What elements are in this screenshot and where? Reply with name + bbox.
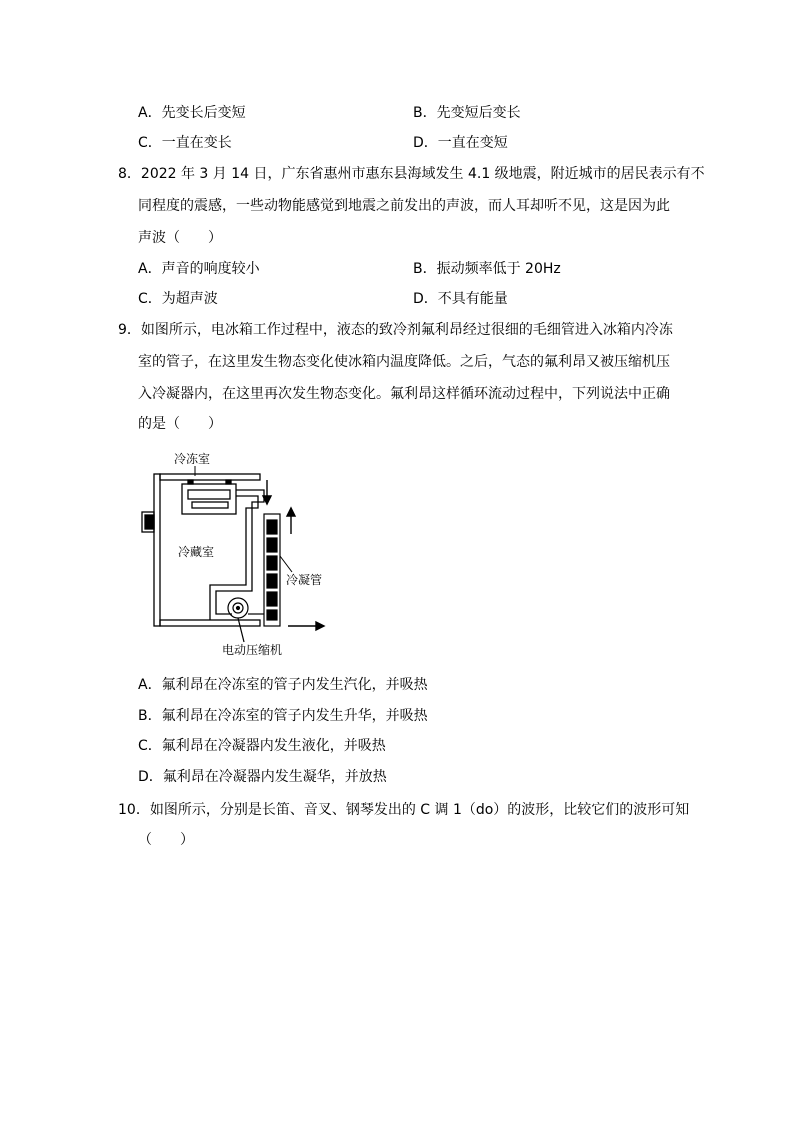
q8-option-c: C．为超声波 <box>138 291 218 307</box>
q9-option-a: A．氟利昂在冷冻室的管子内发生汽化，并吸热 <box>138 677 428 693</box>
freezer-label: 冷冻室 <box>174 452 211 466</box>
q10-stem-line-1: 10．如图所示，分别是长笛、音叉、钢琴发出的 C 调 1（do）的波形，比较它们的波形可知 <box>118 802 690 818</box>
q8-stem-line-3: 声波（ ） <box>138 230 222 246</box>
compressor-label: 电动压缩机 <box>222 643 283 657</box>
q9-option-b: B．氟利昂在冷冻室的管子内发生升华，并吸热 <box>138 708 428 724</box>
freezer-coil <box>182 480 236 514</box>
q9-option-c: C．氟利昂在冷凝器内发生液化，并吸热 <box>138 738 386 754</box>
condenser-label: 冷凝管 <box>286 573 323 587</box>
q10-stem-line-2: （ ） <box>138 832 194 848</box>
left-wall <box>154 474 160 626</box>
q9-stem-line-4: 的是（ ） <box>138 416 222 432</box>
q8-stem-line-2: 同程度的震感，一些动物能感觉到地震之前发出的声波，而人耳却听不见，这是因为此 <box>138 198 670 214</box>
bottom-wall <box>160 620 260 626</box>
top-wall <box>160 474 260 480</box>
q8-option-d: D．不具有能量 <box>413 291 508 307</box>
refrigerant-pipe <box>210 490 264 620</box>
q8-option-b: B．振动频率低于 20Hz <box>413 261 561 277</box>
q7-option-a: A．先变长后变短 <box>138 105 246 121</box>
q8-option-a: A．声音的响度较小 <box>138 261 260 277</box>
freezer-coil-lower <box>192 502 228 508</box>
freezer-coil-upper <box>188 490 230 499</box>
q9-stem-line-3: 入冷凝器内，在这里再次发生物态变化。氟利昂这样循环流动过程中，下列说法中正确 <box>138 386 670 402</box>
refrigerator-diagram <box>140 446 360 661</box>
q7-option-c: C．一直在变长 <box>138 135 232 151</box>
flow-arrows <box>263 480 324 630</box>
q7-option-b: B．先变短后变长 <box>413 105 521 121</box>
q9-stem-line-1: 9．如图所示，电冰箱工作过程中，液态的致冷剂氟利昂经过很细的毛细管进入冰箱内冷冻 <box>118 322 673 338</box>
q9-option-d: D．氟利昂在冷凝器内发生凝华，并放热 <box>138 769 387 785</box>
compressor-leader-line <box>238 618 244 642</box>
q7-option-d: D．一直在变短 <box>413 135 508 151</box>
door-handle-inner <box>145 515 154 529</box>
q9-stem-line-2: 室的管子，在这里发生物态变化使冰箱内温度降低。之后，气态的氟利昂又被压缩机压 <box>138 354 670 370</box>
fridge-label: 冷藏室 <box>178 545 215 559</box>
condenser-coil <box>264 514 280 626</box>
q8-stem-line-1: 8．2022 年 3 月 14 日，广东省惠州市惠东县海域发生 4.1 级地震，附近城市的居民表示有不 <box>118 166 705 182</box>
